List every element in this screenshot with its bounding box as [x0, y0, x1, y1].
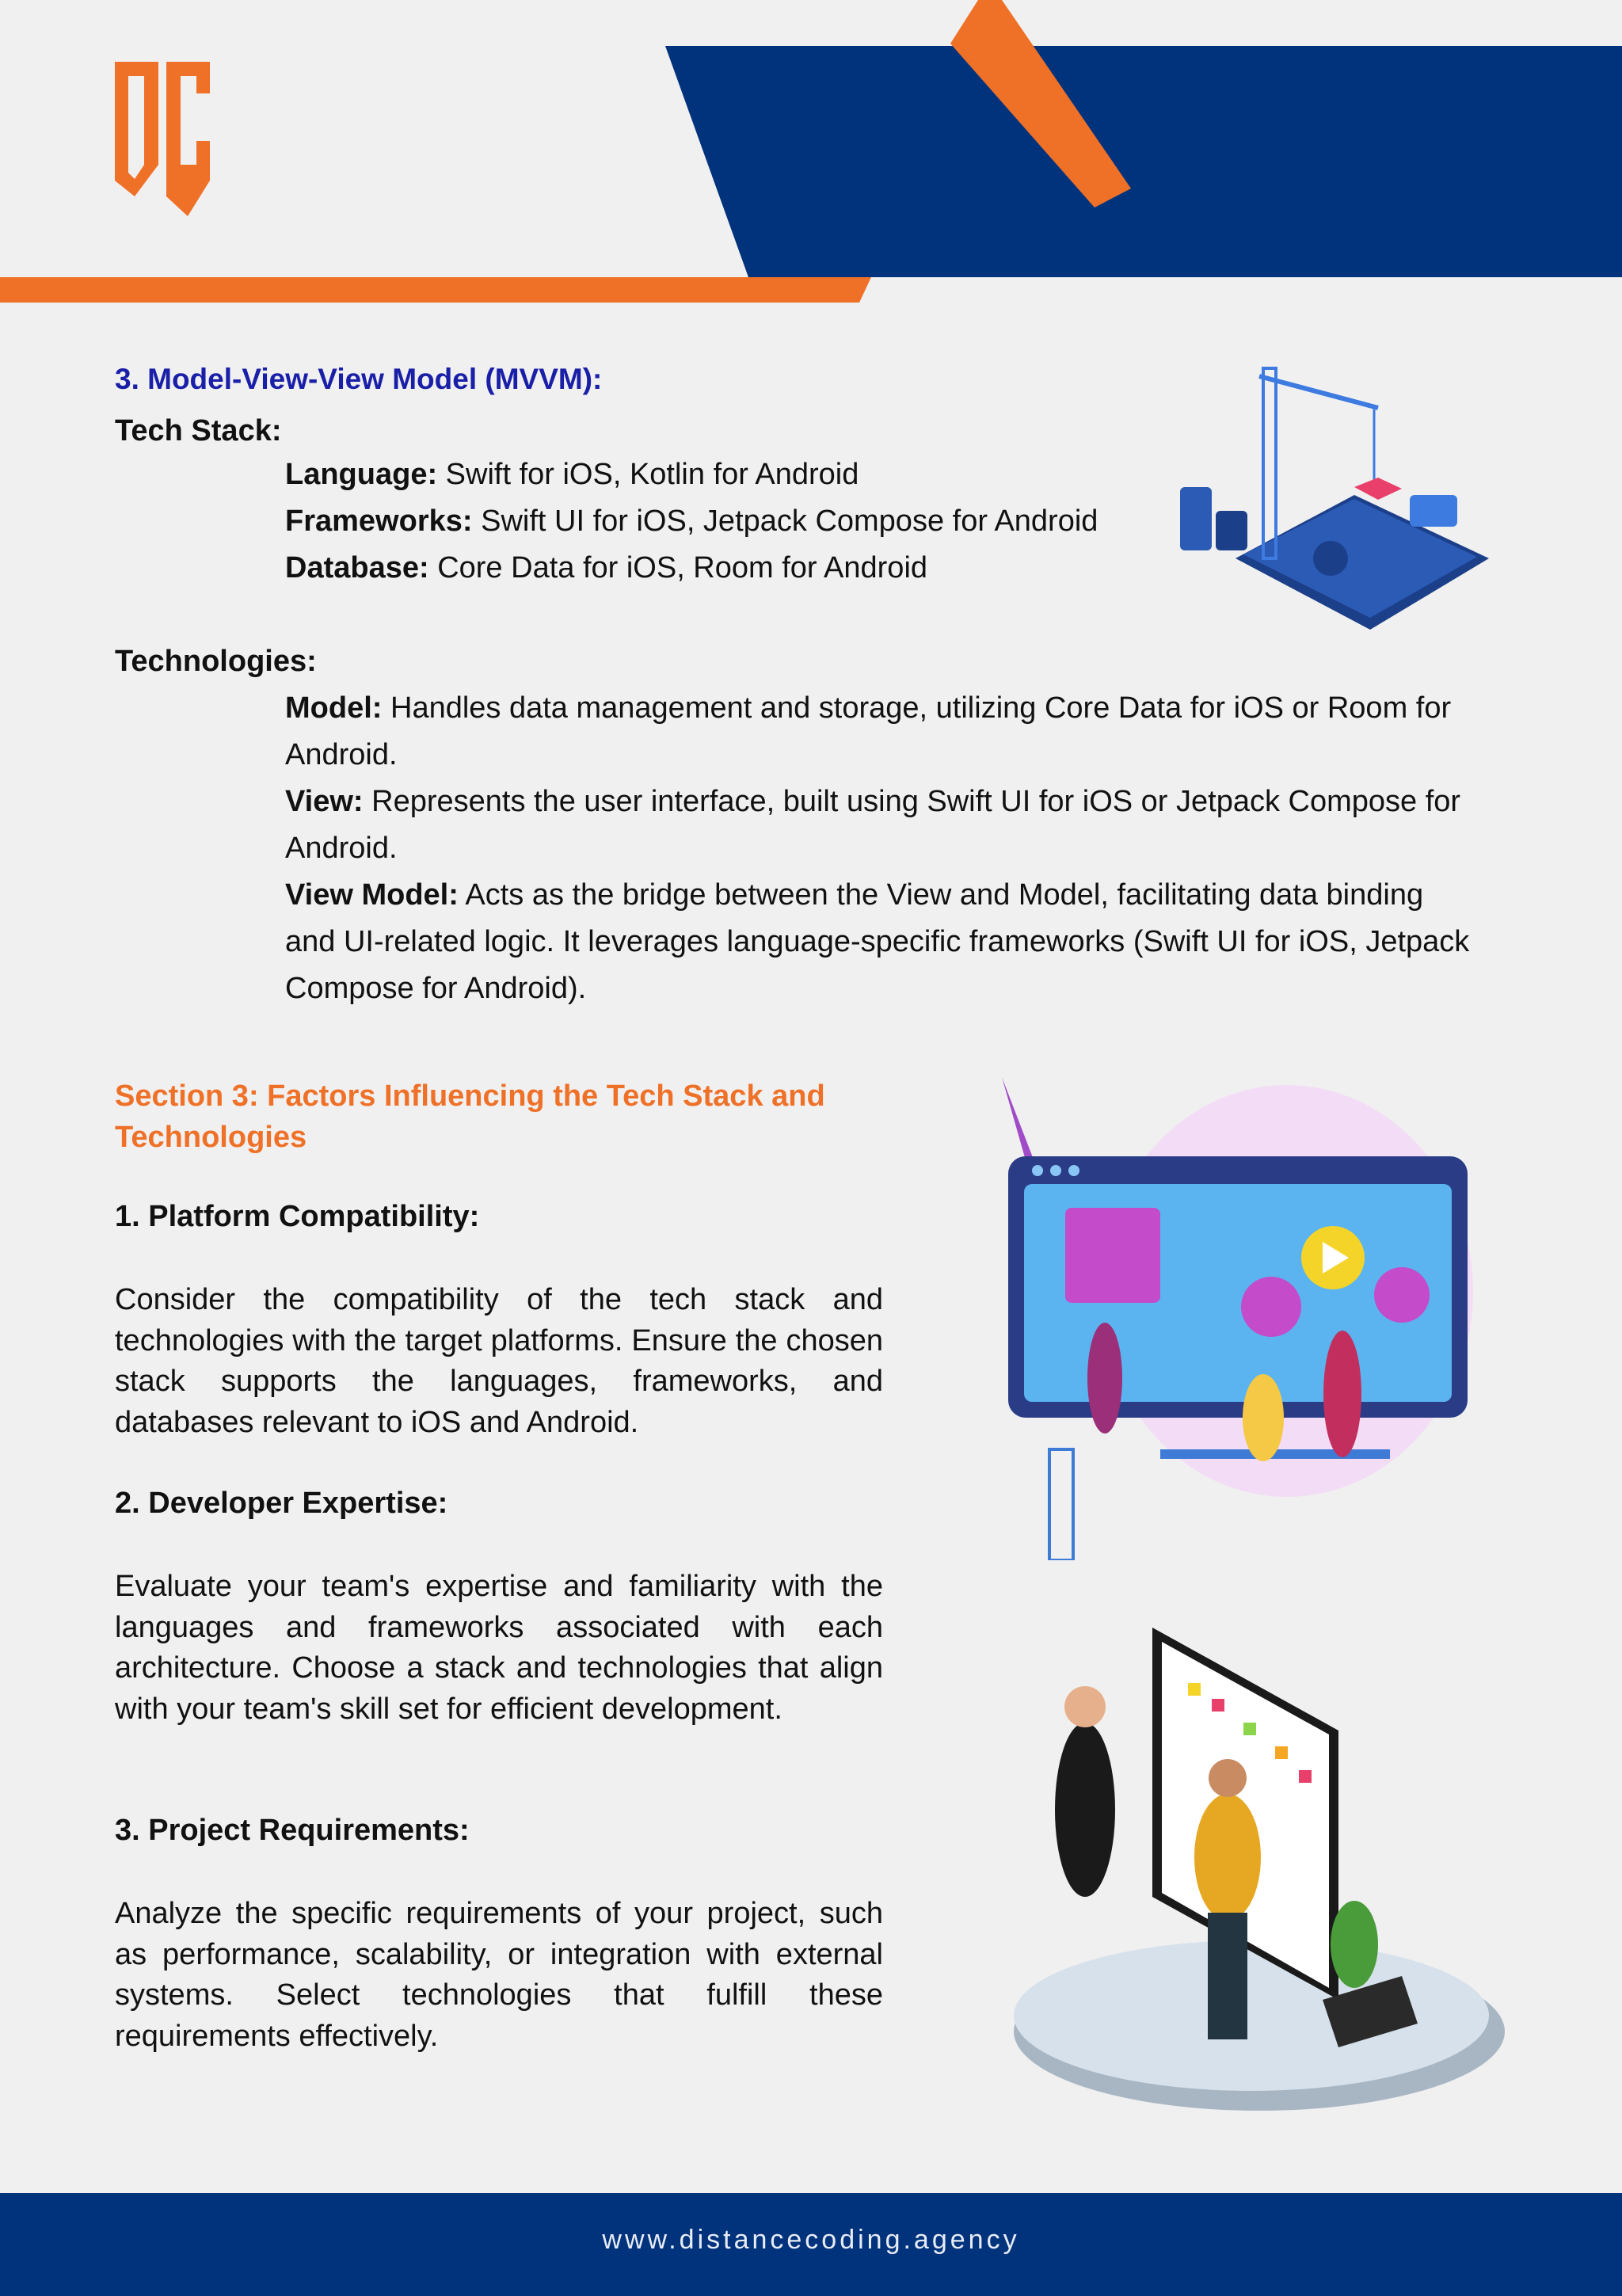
factor-2-body: Evaluate your team's expertise and familiarity with the languages and frameworks associated with each architecture. Choose a stack and technologies that align with your team's skill set for efficient development.	[115, 1570, 883, 1726]
factor-3-body: Analyze the specific requirements of your project, such as performance, scalability, or integration with external systems. Select technologies that fulfill these requirements effectively.	[115, 1897, 883, 2053]
technology-view-model: View Model: Acts as the bridge between the View and Model, facilitating data binding and UI-related logic. It leverages language-specific frameworks (Swift UI for iOS, Jetpack Compose for Android).	[285, 878, 1470, 1005]
header-banner	[0, 0, 1622, 317]
header-navy-band	[665, 46, 1622, 277]
section-3-title: Section 3: Factors Influencing the Tech Stack and Technologies	[115, 1079, 825, 1154]
factor-3-heading: 3. Project Requirements:	[115, 1814, 470, 1847]
tech-stack-frameworks: Frameworks: Swift UI for iOS, Jetpack Compose for Android	[285, 505, 1098, 538]
technologies-label: Technologies:	[115, 645, 317, 678]
factor-1-heading: 1. Platform Compatibility:	[115, 1200, 480, 1233]
tech-stack-database: Database: Core Data for iOS, Room for Android	[285, 551, 928, 584]
team-monitor-illustration	[1002, 1077, 1477, 1560]
header-orange-stripe	[0, 277, 871, 303]
factor-1-body: Consider the compatibility of the tech stack and technologies with the target platforms. Ensure the chosen stack supports the languages, frameworks, and databases relevant to iOS and Android.	[115, 1283, 883, 1439]
tech-stack-language: Language: Swift for iOS, Kotlin for Android	[285, 458, 859, 491]
footer-url-link[interactable]: www.distancecoding.agency	[602, 2225, 1020, 2255]
technology-model: Model: Handles data management and storage, utilizing Core Data for iOS or Room for Android.	[285, 691, 1452, 771]
isometric-app-build-illustration	[1172, 360, 1489, 653]
technology-view: View: Represents the user interface, built using Swift UI for iOS or Jetpack Compose for Android.	[285, 785, 1461, 865]
dc-logo-icon	[111, 62, 214, 220]
tech-stack-label: Tech Stack:	[115, 414, 282, 447]
mvvm-title: 3. Model-View-View Model (MVVM):	[115, 363, 603, 395]
factor-2-heading: 2. Developer Expertise:	[115, 1487, 448, 1520]
business-board-illustration	[1006, 1628, 1513, 2111]
